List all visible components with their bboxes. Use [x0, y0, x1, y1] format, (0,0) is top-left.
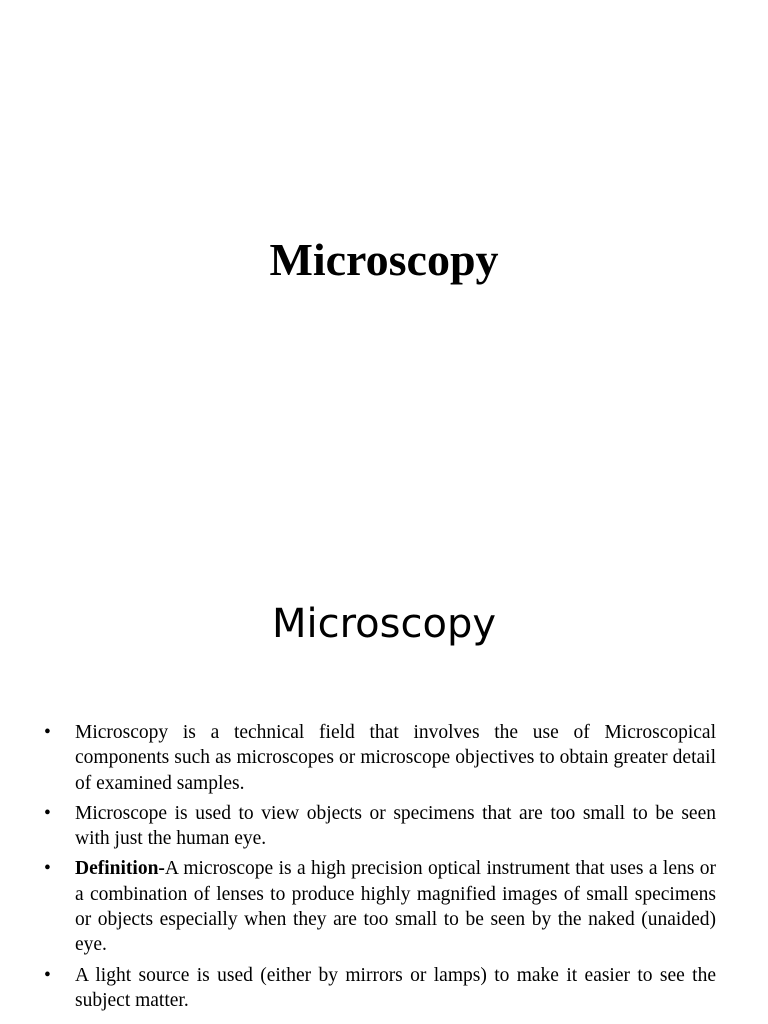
bullet-item — [44, 856, 716, 957]
bullet-icon: • — [44, 722, 51, 743]
bullet-text: A microscope is a high precision optical instrument that uses a lens or a combination of lenses to produce highly magnified images of small specimens or objects especially when they are too small to be seen by the naked (unaided) eye. — [75, 858, 716, 956]
definition-term: Definition- — [75, 858, 165, 880]
bullet-item — [44, 720, 716, 796]
bullet-text: Microscopy is a technical field that involves the use of Microscopical components such as microscopes or microscope objectives to obtain greater detail of examined samples. — [75, 722, 716, 794]
content-slide-title: Microscopy — [271, 601, 497, 647]
slide-title: Microscopy — [269, 234, 499, 285]
bullet-item — [44, 963, 716, 1014]
content-slide — [0, 512, 768, 1024]
bullet-icon: • — [44, 964, 51, 986]
bullet-text: A light source is used (either by mirrors or lamps) to make it easier to see the subject matter. — [75, 964, 716, 1011]
bullet-text: Microscope is used to view objects or specimens that are too small to be seen with just the human eye. — [75, 802, 716, 850]
bullet-icon: • — [44, 802, 51, 824]
bullet-list — [44, 720, 716, 1018]
bullet-item — [44, 801, 716, 852]
bullet-icon: • — [44, 858, 51, 880]
